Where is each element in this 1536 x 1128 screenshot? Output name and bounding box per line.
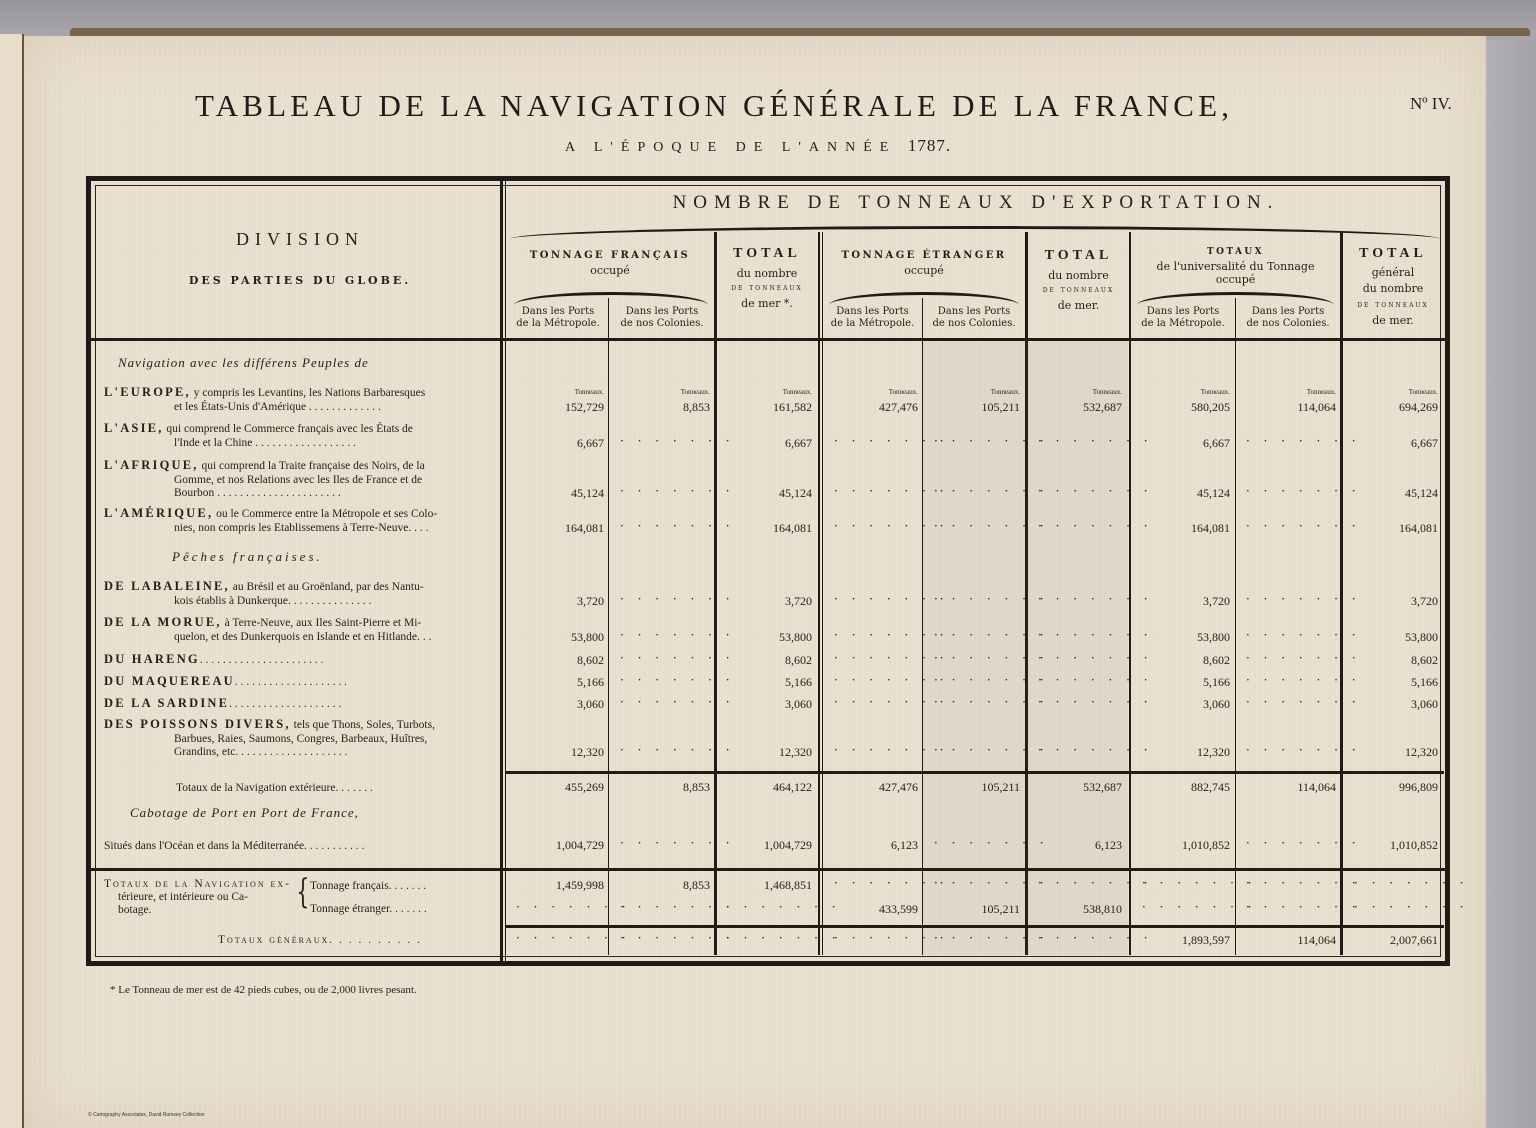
col-total-2-text — [1028, 268, 1129, 313]
cabotage-label: Situés dans l'Océan et dans la Méditerranée. . . . . . . . . . . — [104, 840, 365, 852]
empty-cell-dots: · · · · · · · — [1038, 695, 1153, 709]
row-label-text: ou le Commerce entre la Métropole et ses Colo- — [213, 508, 438, 520]
subtitle-year: 1787. — [907, 136, 952, 155]
combined-label-l1: Totaux de la Navigation ex- — [104, 878, 291, 890]
row-label — [104, 616, 498, 644]
subcol-metropole-3-l1: Dans les Ports — [1146, 306, 1220, 317]
empty-cell-dots: · · · · · · · — [726, 900, 841, 914]
col-total-general-line-4: de mer. — [1372, 314, 1414, 327]
empty-cell-dots: · · · · · · · — [834, 591, 949, 606]
cell-value: 8,853 — [683, 878, 710, 892]
row-label-bold: L'AFRIQUE, — [104, 458, 199, 472]
col-total-1-line-3: de mer *. — [741, 297, 793, 310]
cell-value: 164,081 — [1191, 520, 1230, 535]
section-peches: Pêches françaises. — [172, 549, 323, 564]
cell-value: 6,667 — [577, 435, 604, 450]
subcol-colonies-1 — [610, 306, 714, 330]
tonnage-francais-label: Tonnage français. . . . . . . — [310, 880, 427, 892]
subcol-colonies-1-l1: Dans les Ports — [625, 306, 699, 317]
empty-cell-dots: · · · · · · · — [834, 627, 949, 642]
empty-cell-dots: · · · · · · · — [1246, 673, 1361, 687]
subcol-divider-1 — [608, 298, 609, 955]
empty-cell-dots: · · · · · · · — [1038, 743, 1153, 757]
subcol-metropole-1 — [508, 306, 608, 330]
empty-cell-dots: · · · · · · · — [620, 651, 735, 665]
cell-value: 1,459,998 — [556, 878, 604, 892]
col-header-tonnage-francais: TONNAGE FRANÇAIS — [529, 250, 691, 261]
cell-value: 1,004,729 — [764, 838, 812, 852]
col-subheader-occupe-2: occupé — [904, 264, 944, 277]
unit-label: Tonneaux. — [990, 387, 1020, 396]
cell-value: 427,476 — [879, 780, 918, 794]
empty-cell-dots: · · · · · · · — [1038, 591, 1153, 606]
cell-value: 114,064 — [1297, 399, 1336, 414]
empty-cell-dots: · · · · · · · — [620, 743, 735, 757]
cell-value: 105,211 — [981, 780, 1020, 794]
col-total-1-line-2: de tonneaux — [731, 283, 803, 293]
cell-value: 161,582 — [773, 399, 812, 414]
unit-label: Tonneaux. — [680, 387, 710, 396]
cell-value: 114,064 — [1297, 780, 1336, 794]
empty-cell-dots: · · · · · · · — [934, 484, 1049, 498]
cell-value: 580,205 — [1191, 399, 1230, 414]
empty-cell-dots: · · · · · · · — [726, 931, 841, 945]
row-label-line-1 — [104, 580, 498, 595]
section-cabotage: Cabotage de Port en Port de France, — [130, 805, 359, 820]
cell-value: 6,123 — [891, 838, 918, 852]
row-label-line-3: Bourbon . . . . . . . . . . . . . . . . . . . . . . — [174, 487, 341, 499]
cell-value: 3,060 — [1411, 697, 1438, 711]
cell-value: 8,853 — [683, 780, 710, 794]
unit-label: Tonneaux. — [574, 387, 604, 396]
row-label — [104, 507, 498, 535]
combined-label-l3: botage. — [118, 904, 152, 916]
row-label-line-2: Gomme, et nos Relations avec les Iles de France et de — [174, 473, 423, 486]
unit-label: Tonneaux. — [1306, 387, 1336, 396]
brace-totaux — [1137, 292, 1334, 305]
row-label-bold: DU HARENG — [104, 652, 200, 666]
empty-cell-dots: · · · · · · · — [934, 651, 1049, 665]
empty-cell-dots: · · · · · · · — [1354, 900, 1469, 914]
row-label-line-1 — [104, 507, 498, 522]
row-label-line-1 — [104, 386, 498, 401]
empty-cell-dots: · · · · · · · — [934, 695, 1049, 709]
empty-cell-dots: · · · · · · · — [834, 433, 949, 448]
cell-value: 6,667 — [785, 435, 812, 450]
col-divider-2 — [818, 232, 820, 955]
empty-cell-dots: · · · · · · · — [1038, 433, 1153, 448]
col-total-2-line-3: de mer. — [1057, 299, 1100, 312]
page-title: TABLEAU DE LA NAVIGATION GÉNÉRALE DE LA FRANCE, — [195, 88, 1234, 123]
divider-label-column-thin — [505, 181, 506, 961]
empty-cell-dots: · · · · · · · — [1246, 591, 1361, 606]
empty-cell-dots: · · · · · · · — [516, 931, 631, 945]
cell-value: 53,800 — [1197, 629, 1230, 644]
empty-cell-dots: · · · · · · · — [620, 695, 735, 709]
empty-cell-dots: · · · · · · · — [1354, 876, 1469, 890]
cell-value: 3,060 — [785, 697, 812, 711]
row-label-line-2: et les États-Unis d'Amérique . . . . . . . . . . . . . — [174, 400, 381, 413]
cell-value: 3,720 — [1203, 593, 1230, 608]
empty-cell-dots: · · · · · · · — [620, 484, 735, 498]
empty-cell-dots: · · · · · · · — [834, 518, 949, 533]
cell-value: 433,599 — [879, 902, 918, 916]
row-label — [104, 697, 498, 712]
rule-before-generaux — [506, 925, 1444, 928]
cell-value: 8,602 — [785, 653, 812, 667]
cell-value: 5,166 — [577, 675, 604, 689]
row-label-bold: DE LA SARDINE — [104, 696, 230, 710]
subcol-metropole-1-l2: de la Métropole. — [516, 318, 600, 329]
empty-cell-dots: · · · · · · · — [834, 695, 949, 709]
unit-label: Tonneaux. — [782, 387, 812, 396]
division-title: DIVISION — [236, 229, 364, 249]
cell-value: 12,320 — [571, 745, 604, 759]
col-total-2-line-1: du nombre — [1048, 269, 1109, 282]
col-total-general-line-2: du nombre — [1362, 282, 1424, 295]
row-label-bold: DE LABALEINE, — [104, 579, 230, 593]
subcol-colonies-2-l2: de nos Colonies. — [932, 318, 1016, 329]
col-total-1-line-1: du nombre — [736, 267, 798, 280]
subcol-metropole-3 — [1131, 306, 1235, 330]
empty-cell-dots: · · · · · · · — [934, 743, 1049, 757]
unit-label: Tonneaux. — [1092, 387, 1122, 396]
subcol-colonies-2-l1: Dans les Ports — [937, 306, 1011, 317]
row-label-text: y compris les Levantins, les Nations Barbaresques — [190, 387, 426, 399]
empty-cell-dots: · · · · · · · — [1246, 518, 1361, 533]
cell-value: 12,320 — [1405, 745, 1438, 759]
row-label-bold: DES POISSONS DIVERS, — [104, 717, 291, 731]
row-label-line-2: quelon, et des Dunkerquois en Islande et en Hitlande. . . — [174, 630, 432, 643]
row-label — [104, 459, 498, 501]
empty-cell-dots: · · · · · · · — [620, 673, 735, 687]
empty-cell-dots: · · · · · · · — [620, 627, 735, 642]
empty-cell-dots: · · · · · · · — [834, 651, 949, 665]
cell-value: 5,166 — [1203, 675, 1230, 689]
cell-value: 427,476 — [879, 399, 918, 414]
cell-value: 105,211 — [981, 902, 1020, 916]
row-label-line-1 — [104, 718, 498, 733]
empty-cell-dots: · · · · · · · — [1246, 876, 1361, 890]
cell-value: 8,602 — [1203, 653, 1230, 667]
subcol-metropole-2-l2: de la Métropole. — [830, 318, 915, 329]
cell-value: 538,810 — [1083, 902, 1122, 916]
cell-value: 3,720 — [785, 593, 812, 608]
cell-value: 6,667 — [1203, 435, 1230, 450]
col-total-general-line-3: de tonneaux — [1357, 300, 1429, 310]
cell-value: 996,809 — [1399, 780, 1438, 794]
empty-cell-dots: · · · · · · · — [1038, 484, 1153, 498]
cell-value: 164,081 — [773, 520, 812, 535]
copyright-credit: © Cartography Associates, David Rumsey Collection — [88, 1112, 205, 1118]
main-heading: NOMBRE DE TONNEAUX D'EXPORTATION. — [672, 192, 1280, 213]
empty-cell-dots: · · · · · · · — [620, 900, 735, 914]
empty-cell-dots: · · · · · · · — [1038, 518, 1153, 533]
row-label-line-1 — [104, 459, 498, 474]
row-label-line-1 — [104, 697, 498, 712]
cell-value: 5,166 — [785, 675, 812, 689]
cell-value: 3,060 — [577, 697, 604, 711]
cell-value: 12,320 — [779, 745, 812, 759]
row-label — [104, 386, 498, 414]
empty-cell-dots: · · · · · · · — [1038, 627, 1153, 642]
plate-number: Nº IV. — [1410, 94, 1452, 113]
empty-cell-dots: · · · · · · · — [620, 433, 735, 448]
row-label-text: qui comprend la Traite française des Noirs, de la — [198, 460, 425, 472]
row-label-line-2: kois établis à Dunkerque. . . . . . . . . . . . . . . — [174, 594, 372, 607]
section-navigation: Navigation avec les différens Peuples de — [118, 355, 369, 370]
empty-cell-dots: · · · · · · · — [934, 518, 1049, 533]
cell-value: 5,166 — [1411, 675, 1438, 689]
footnote: * Le Tonneau de mer est de 42 pieds cubes, ou de 2,000 livres pesant. — [110, 984, 417, 996]
row-label-bold: DE LA MORUE, — [104, 615, 222, 629]
combined-label-l2: térieure, et intérieure ou Ca- — [118, 891, 248, 903]
row-label — [104, 653, 498, 668]
cell-value: 12,320 — [1197, 745, 1230, 759]
empty-cell-dots: · · · · · · · — [834, 743, 949, 757]
row-label-text: . . . . . . . . . . . . . . . . . . . . — [234, 676, 348, 688]
row-label-bold: L'AMÉRIQUE, — [104, 506, 214, 520]
cell-value: 882,745 — [1191, 780, 1230, 794]
empty-cell-dots: · · · · · · · — [1246, 695, 1361, 709]
cell-value: 694,269 — [1399, 399, 1438, 414]
brace-francais — [514, 292, 708, 305]
cell-value: 464,122 — [773, 780, 812, 794]
row-label — [104, 422, 498, 450]
cell-value: 2,007,661 — [1390, 933, 1438, 947]
brace-icon: { — [296, 872, 310, 912]
cell-value: 8,602 — [577, 653, 604, 667]
empty-cell-dots: · · · · · · · — [934, 931, 1049, 945]
row-label-text: tels que Thons, Soles, Turbots, — [290, 719, 435, 731]
empty-cell-dots: · · · · · · · — [934, 876, 1049, 890]
col-header-total-2: TOTAL — [1044, 248, 1113, 263]
row-label-text: au Brésil et au Groënland, par des Nantu- — [229, 581, 424, 593]
col-subheader-occupe-1: occupé — [590, 264, 630, 277]
subcol-colonies-2 — [923, 306, 1025, 330]
row-label — [104, 580, 498, 608]
empty-cell-dots: · · · · · · · — [1038, 876, 1153, 890]
totals-exterieure-label: Totaux de la Navigation extérieure. . . . . . . — [176, 782, 373, 794]
col-header-total-general: TOTAL — [1359, 246, 1427, 261]
cell-value: 1,893,597 — [1182, 933, 1230, 947]
row-label-text: . . . . . . . . . . . . . . . . . . . . — [229, 698, 342, 710]
empty-cell-dots: · · · · · · · — [1038, 673, 1153, 687]
empty-cell-dots: · · · · · · · — [620, 518, 735, 533]
cell-value: 1,010,852 — [1390, 838, 1438, 852]
cell-value: 1,468,851 — [764, 878, 812, 892]
cell-value: 53,800 — [779, 629, 812, 644]
empty-cell-dots: · · · · · · · — [620, 931, 735, 945]
empty-cell-dots: · · · · · · · — [934, 627, 1049, 642]
brace-etranger — [829, 292, 1019, 305]
combined-totals-label — [104, 878, 291, 917]
cell-value: 45,124 — [571, 486, 604, 500]
cell-value: 6,123 — [1095, 838, 1122, 852]
subcol-colonies-3 — [1236, 306, 1340, 330]
cell-value: 532,687 — [1083, 780, 1122, 794]
empty-cell-dots: · · · · · · · — [834, 484, 949, 498]
row-label-bold: DU MAQUEREAU — [104, 674, 235, 688]
empty-cell-dots: · · · · · · · — [1246, 900, 1361, 914]
cell-value: 8,602 — [1411, 653, 1438, 667]
row-label-line-2: l'Inde et la Chine . . . . . . . . . . . . . . . . . . — [174, 436, 356, 449]
row-label — [104, 675, 498, 690]
col-total-general-text — [1343, 265, 1443, 329]
empty-cell-dots: · · · · · · · — [1246, 743, 1361, 757]
cell-value: 1,004,729 — [556, 838, 604, 852]
row-label-line-1 — [104, 616, 498, 631]
empty-cell-dots: · · · · · · · — [934, 433, 1049, 448]
subcol-divider-3 — [1235, 298, 1236, 955]
cell-value: 6,667 — [1411, 435, 1438, 450]
subcol-metropole-3-l2: de la Métropole. — [1141, 318, 1225, 329]
divider-label-column — [500, 181, 503, 961]
cell-value: 532,687 — [1083, 399, 1122, 414]
main-heading-brace — [510, 226, 1440, 239]
empty-cell-dots: · · · · · · · — [1246, 433, 1361, 448]
row-label-line-1 — [104, 675, 498, 690]
col-header-total-1: TOTAL — [733, 246, 801, 261]
row-label-bold: L'EUROPE, — [104, 385, 191, 399]
cell-value: 3,720 — [1411, 593, 1438, 608]
row-label-text: . . . . . . . . . . . . . . . . . . . . . . — [199, 654, 324, 666]
row-label-text: qui comprend le Commerce français avec les États de — [163, 423, 413, 435]
empty-cell-dots: · · · · · · · — [516, 900, 631, 914]
col-header-tonnage-etranger: TONNAGE ÉTRANGER — [841, 250, 1007, 261]
cell-value: 53,800 — [571, 629, 604, 644]
col-total-general-line-1: général — [1371, 266, 1415, 279]
subcol-metropole-2-l1: Dans les Ports — [836, 306, 909, 317]
unit-label: Tonneaux. — [1200, 387, 1230, 396]
unit-label: Tonneaux. — [888, 387, 918, 396]
empty-cell-dots: · · · · · · · — [934, 673, 1049, 687]
cell-value: 3,060 — [1203, 697, 1230, 711]
row-label-bold: L'ASIE, — [104, 421, 164, 435]
row-label-line-2: nies, non compris les Etablissemens à Terre-Neuve. . . . — [174, 521, 429, 534]
empty-cell-dots: · · · · · · · — [1246, 651, 1361, 665]
col-total-2-line-2: de tonneaux — [1042, 285, 1115, 295]
subcol-metropole-1-l1: Dans les Ports — [521, 306, 595, 317]
subcol-colonies-3-l1: Dans les Ports — [1251, 306, 1325, 317]
rule-before-totals — [506, 771, 1444, 774]
cell-value: 114,064 — [1297, 933, 1336, 947]
empty-cell-dots: · · · · · · · — [1038, 931, 1153, 945]
row-label-line-1 — [104, 653, 498, 668]
empty-cell-dots: · · · · · · · — [1246, 484, 1361, 498]
empty-cell-dots: · · · · · · · — [934, 836, 1049, 850]
empty-cell-dots: · · · · · · · — [620, 836, 735, 850]
cell-value: 164,081 — [1399, 520, 1438, 535]
empty-cell-dots: · · · · · · · — [1142, 900, 1257, 914]
subcol-metropole-2 — [823, 306, 922, 330]
row-label-line-1 — [104, 422, 498, 437]
cell-value: 455,269 — [565, 780, 604, 794]
cell-value: 152,729 — [565, 399, 604, 414]
subtitle-text: A L'ÉPOQUE DE L'ANNÉE — [565, 140, 897, 155]
empty-cell-dots: · · · · · · · — [834, 931, 949, 945]
cell-value: 105,211 — [981, 399, 1020, 414]
header-bottom-rule — [91, 338, 1445, 341]
empty-cell-dots: · · · · · · · — [1246, 627, 1361, 642]
col-divider-2b — [822, 232, 823, 955]
empty-cell-dots: · · · · · · · — [1038, 651, 1153, 665]
col-header-totaux: TOTAUX — [1207, 247, 1264, 257]
col-totaux-sub-2: occupé — [1215, 273, 1256, 286]
cell-value: 53,800 — [1405, 629, 1438, 644]
cell-value: 8,853 — [683, 399, 710, 414]
empty-cell-dots: · · · · · · · — [620, 591, 735, 606]
empty-cell-dots: · · · · · · · — [834, 876, 949, 890]
empty-cell-dots: · · · · · · · — [1246, 836, 1361, 850]
empty-cell-dots: · · · · · · · — [1142, 876, 1257, 890]
cell-value: 1,010,852 — [1182, 838, 1230, 852]
empty-cell-dots: · · · · · · · — [834, 673, 949, 687]
col-totaux-sub-1: de l'universalité du Tonnage — [1156, 260, 1315, 273]
cell-value: 45,124 — [779, 486, 812, 500]
cell-value: 3,720 — [577, 593, 604, 608]
totaux-generaux-label: Totaux généraux. . . . . . . . . . — [218, 934, 422, 946]
row-label-line-2: Barbues, Raies, Saumons, Congres, Barbeaux, Huîtres, — [174, 732, 428, 745]
row-label — [104, 718, 498, 760]
row-label-text: à Terre-Neuve, aux Iles Saint-Pierre et Mi- — [221, 617, 422, 629]
subcol-colonies-1-l2: de nos Colonies. — [620, 318, 704, 329]
empty-cell-dots: · · · · · · · — [934, 591, 1049, 606]
col-total-1-text — [717, 266, 817, 311]
tonnage-etranger-label: Tonnage étranger. . . . . . . — [310, 903, 427, 915]
division-subtitle: DES PARTIES DU GLOBE. — [188, 274, 412, 287]
unit-label: Tonneaux. — [1408, 387, 1438, 396]
rule-before-combined — [91, 868, 1445, 871]
cell-value: 45,124 — [1405, 486, 1438, 500]
cell-value: 164,081 — [565, 520, 604, 535]
subcol-colonies-3-l2: de nos Colonies. — [1246, 318, 1330, 329]
cell-value: 45,124 — [1197, 486, 1230, 500]
row-label-line-3: Grandins, etc. . . . . . . . . . . . . . . . . . . . — [174, 746, 348, 758]
